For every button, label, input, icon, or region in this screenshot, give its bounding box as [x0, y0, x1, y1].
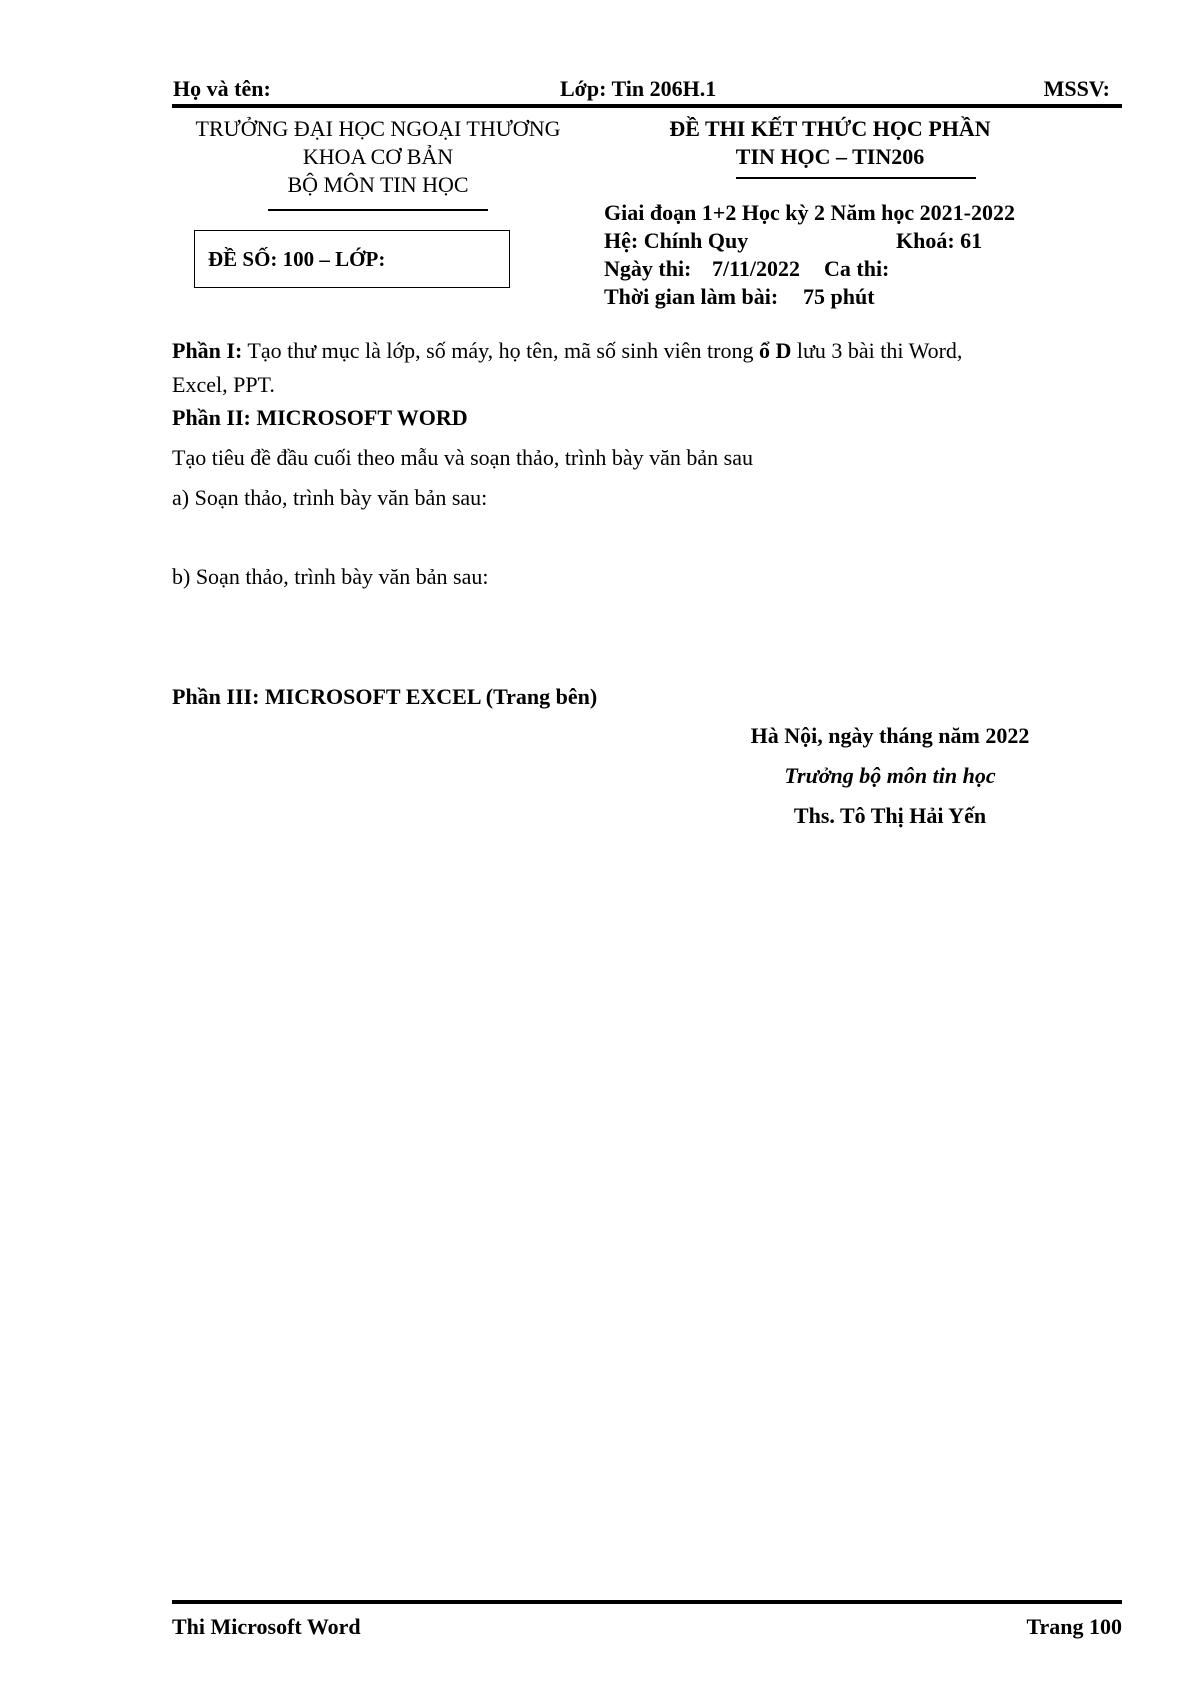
class-label: Lớp: Tin 206H.1: [560, 76, 717, 101]
part1-label: Phần I:: [172, 338, 243, 363]
part2-instruction: Tạo tiêu đề đầu cuối theo mẫu và soạn thảo, trình bày văn bản sau: [172, 445, 753, 470]
exam-system: Hệ: Chính Quy: [604, 228, 749, 253]
exam-title-line1: ĐỀ THI KẾT THỨC HỌC PHẦN: [669, 116, 991, 141]
exam-course: Khoá: 61: [896, 228, 983, 253]
exam-duration-label: Thời gian làm bài:: [604, 284, 779, 309]
exam-session: Ca thi:: [824, 256, 890, 281]
part2-item-a: a) Soạn thảo, trình bày văn bản sau:: [172, 485, 488, 510]
student-id-label: MSSV:: [1043, 76, 1110, 101]
part1-text-a: Tạo thư mục là lớp, số máy, họ tên, mã số sinh viên trong: [242, 338, 759, 363]
name-label: Họ và tên:: [173, 76, 271, 101]
university-name: TRƯỞNG ĐẠI HỌC NGOẠI THƯƠNG: [195, 116, 561, 141]
department-name: BỘ MÔN TIN HỌC: [287, 172, 469, 197]
part2-heading: Phần II: MICROSOFT WORD: [172, 405, 468, 430]
part2-item-b: b) Soạn thảo, trình bày văn bản sau:: [172, 564, 489, 589]
footer-rule: [172, 1600, 1122, 1604]
part3-heading: Phần III: MICROSOFT EXCEL (Trang bên): [172, 684, 598, 709]
signature-place-date: Hà Nội, ngày tháng năm 2022: [750, 723, 1030, 748]
header-rule: [172, 104, 1122, 108]
signature-name: Ths. Tô Thị Hải Yến: [793, 803, 987, 828]
signature-role: Trưởng bộ môn tin học: [784, 763, 996, 788]
part1-drive: ổ D: [758, 338, 792, 363]
part1-text-b: lưu 3 bài thi Word,: [791, 338, 963, 363]
exam-code: ĐỀ SỐ: 100 – LỚP:: [208, 247, 386, 271]
exam-date-value: 7/11/2022: [712, 256, 801, 281]
exam-date-label: Ngày thi:: [604, 256, 692, 281]
exam-title-line2: TIN HỌC – TIN206: [735, 144, 925, 169]
exam-title-underline: [736, 177, 976, 179]
part1-paragraph: [172, 338, 962, 364]
part1-text-c: Excel, PPT.: [172, 372, 275, 397]
faculty-name: KHOA CƠ BẢN: [302, 144, 454, 169]
page-number: Trang 100: [1026, 1614, 1122, 1639]
department-underline: [268, 209, 488, 211]
exam-period: Giai đoạn 1+2 Học kỳ 2 Năm học 2021-2022: [604, 200, 1015, 225]
footer-left: Thi Microsoft Word: [172, 1614, 361, 1639]
exam-duration-value: 75 phút: [803, 284, 875, 309]
